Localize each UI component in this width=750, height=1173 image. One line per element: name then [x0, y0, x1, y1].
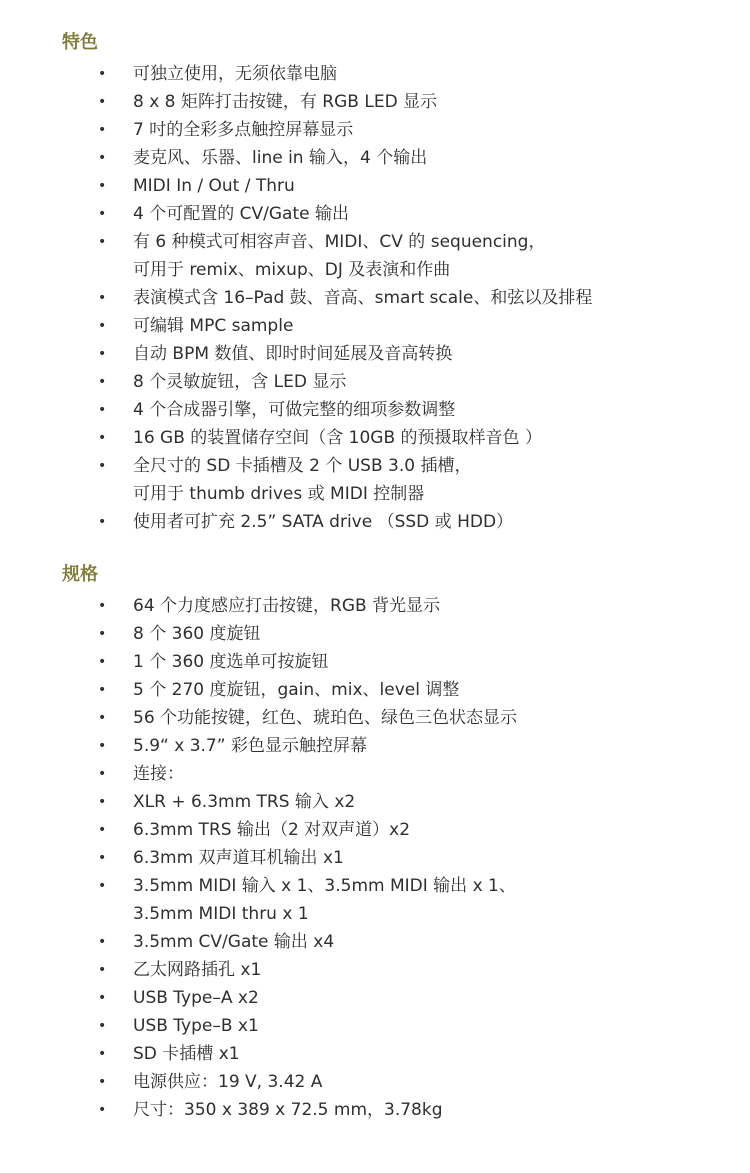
list-item	[0, 396, 750, 424]
list-item	[0, 620, 750, 648]
list-item	[0, 956, 750, 984]
bullet-icon: •	[98, 430, 107, 446]
bullet-icon: •	[98, 654, 107, 670]
list-item	[0, 676, 750, 704]
bullet-icon: •	[98, 850, 107, 866]
bullet-icon: •	[98, 122, 107, 138]
list-item-text: 可独立使用，无须依靠电脑	[133, 64, 337, 84]
list-item	[0, 452, 750, 508]
list-item	[0, 788, 750, 816]
bullet-icon: •	[98, 94, 107, 110]
list-item	[0, 116, 750, 144]
bullet-icon: •	[98, 990, 107, 1006]
list-item-text: 连接：	[133, 764, 184, 784]
list-item-text: 8 个灵敏旋钮，含 LED 显示	[133, 372, 347, 392]
list-item	[0, 1040, 750, 1068]
bullet-icon: •	[98, 822, 107, 838]
list-item-text: 56 个功能按键，红色、琥珀色、绿色三色状态显示	[133, 708, 518, 728]
bullet-icon: •	[98, 318, 107, 334]
list-item-text: 1 个 360 度选单可按旋钮	[133, 652, 329, 672]
bullet-icon: •	[98, 402, 107, 418]
features-list	[0, 60, 750, 536]
list-item	[0, 60, 750, 88]
features-section	[0, 30, 750, 536]
bullet-icon: •	[98, 290, 107, 306]
list-item-text: 4 个可配置的 CV/Gate 输出	[133, 204, 349, 224]
bullet-icon: •	[98, 682, 107, 698]
list-item	[0, 172, 750, 200]
list-item	[0, 200, 750, 228]
list-item-text: SD 卡插槽 x1	[133, 1044, 240, 1064]
bullet-icon: •	[98, 962, 107, 978]
list-item	[0, 984, 750, 1012]
list-item	[0, 844, 750, 872]
list-item-text: 乙太网路插孔 x1	[133, 960, 262, 980]
list-item-text: 表演模式含 16–Pad 鼓、音高、smart scale、和弦以及排程	[133, 288, 593, 308]
bullet-icon: •	[98, 766, 107, 782]
specs-section	[0, 562, 750, 1124]
bullet-icon: •	[98, 1046, 107, 1062]
bullet-icon: •	[98, 626, 107, 642]
list-item-text: 电源供应：19 V, 3.42 A	[133, 1072, 323, 1092]
list-item-text: 4 个合成器引擎，可做完整的细项参数调整	[133, 400, 456, 420]
list-item-text: USB Type–B x1	[133, 1016, 259, 1036]
list-item	[0, 732, 750, 760]
bullet-icon: •	[98, 1074, 107, 1090]
list-item-text: USB Type–A x2	[133, 988, 259, 1008]
bullet-icon: •	[98, 514, 107, 530]
bullet-icon: •	[98, 934, 107, 950]
bullet-icon: •	[98, 234, 107, 250]
list-item	[0, 592, 750, 620]
list-item-text: 3.5mm CV/Gate 输出 x4	[133, 932, 335, 952]
bullet-icon: •	[98, 1018, 107, 1034]
bullet-icon: •	[98, 374, 107, 390]
list-item	[0, 88, 750, 116]
list-item	[0, 816, 750, 844]
list-item	[0, 872, 750, 928]
list-item	[0, 144, 750, 172]
list-item	[0, 704, 750, 732]
list-item	[0, 928, 750, 956]
list-item-text: 自动 BPM 数值、即时时间延展及音高转换	[133, 344, 453, 364]
list-item	[0, 1068, 750, 1096]
list-item-text: 可用于 thumb drives 或 MIDI 控制器	[133, 484, 425, 504]
list-item	[0, 648, 750, 676]
list-item-text: 使用者可扩充 2.5” SATA drive （SSD 或 HDD）	[133, 512, 514, 532]
list-item-text: 64 个力度感应打击按键，RGB 背光显示	[133, 596, 441, 616]
list-item-text: 3.5mm MIDI thru x 1	[133, 904, 309, 924]
bullet-icon: •	[98, 878, 107, 894]
bullet-icon: •	[98, 598, 107, 614]
list-item-text: 有 6 种模式可相容声音、MIDI、CV 的 sequencing，	[133, 232, 546, 252]
list-item-text: 3.5mm MIDI 输入 x 1、3.5mm MIDI 输出 x 1、	[133, 876, 516, 896]
list-item	[0, 312, 750, 340]
list-item-text: XLR + 6.3mm TRS 输入 x2	[133, 792, 356, 812]
list-item	[0, 284, 750, 312]
specs-heading: 规格	[62, 564, 98, 585]
bullet-icon: •	[98, 710, 107, 726]
list-item-text: 7 吋的全彩多点触控屏幕显示	[133, 120, 354, 140]
bullet-icon: •	[98, 458, 107, 474]
list-item-text: 全尺寸的 SD 卡插槽及 2 个 USB 3.0 插槽，	[133, 456, 472, 476]
list-item-text: 麦克风、乐器、line in 输入，4 个输出	[133, 148, 428, 168]
list-item-text: 5 个 270 度旋钮，gain、mix、level 调整	[133, 680, 460, 700]
list-item	[0, 1012, 750, 1040]
list-item-text: 可用于 remix、mixup、DJ 及表演和作曲	[133, 260, 451, 280]
list-item-text: 8 x 8 矩阵打击按键，有 RGB LED 显示	[133, 92, 438, 112]
bullet-icon: •	[98, 178, 107, 194]
list-item	[0, 228, 750, 284]
list-item	[0, 760, 750, 788]
bullet-icon: •	[98, 346, 107, 362]
list-item-text: 6.3mm 双声道耳机输出 x1	[133, 848, 344, 868]
bullet-icon: •	[98, 150, 107, 166]
bullet-icon: •	[98, 1102, 107, 1118]
bullet-icon: •	[98, 794, 107, 810]
list-item	[0, 368, 750, 396]
specs-list	[0, 592, 750, 1124]
list-item	[0, 424, 750, 452]
list-item-text: 6.3mm TRS 输出（2 对双声道）x2	[133, 820, 411, 840]
list-item-text: MIDI In / Out / Thru	[133, 176, 295, 196]
list-item-text: 8 个 360 度旋钮	[133, 624, 261, 644]
features-heading: 特色	[62, 32, 98, 53]
list-item-text: 16 GB 的装置储存空间（含 10GB 的预摄取样音色 ）	[133, 428, 542, 448]
list-item	[0, 1096, 750, 1124]
list-item-text: 可编辑 MPC sample	[133, 316, 294, 336]
list-item	[0, 340, 750, 368]
bullet-icon: •	[98, 738, 107, 754]
list-item-text: 尺寸：350 x 389 x 72.5 mm，3.78kg	[133, 1100, 443, 1120]
bullet-icon: •	[98, 206, 107, 222]
list-item-text: 5.9“ x 3.7” 彩色显示触控屏幕	[133, 736, 367, 756]
list-item	[0, 508, 750, 536]
bullet-icon: •	[98, 66, 107, 82]
